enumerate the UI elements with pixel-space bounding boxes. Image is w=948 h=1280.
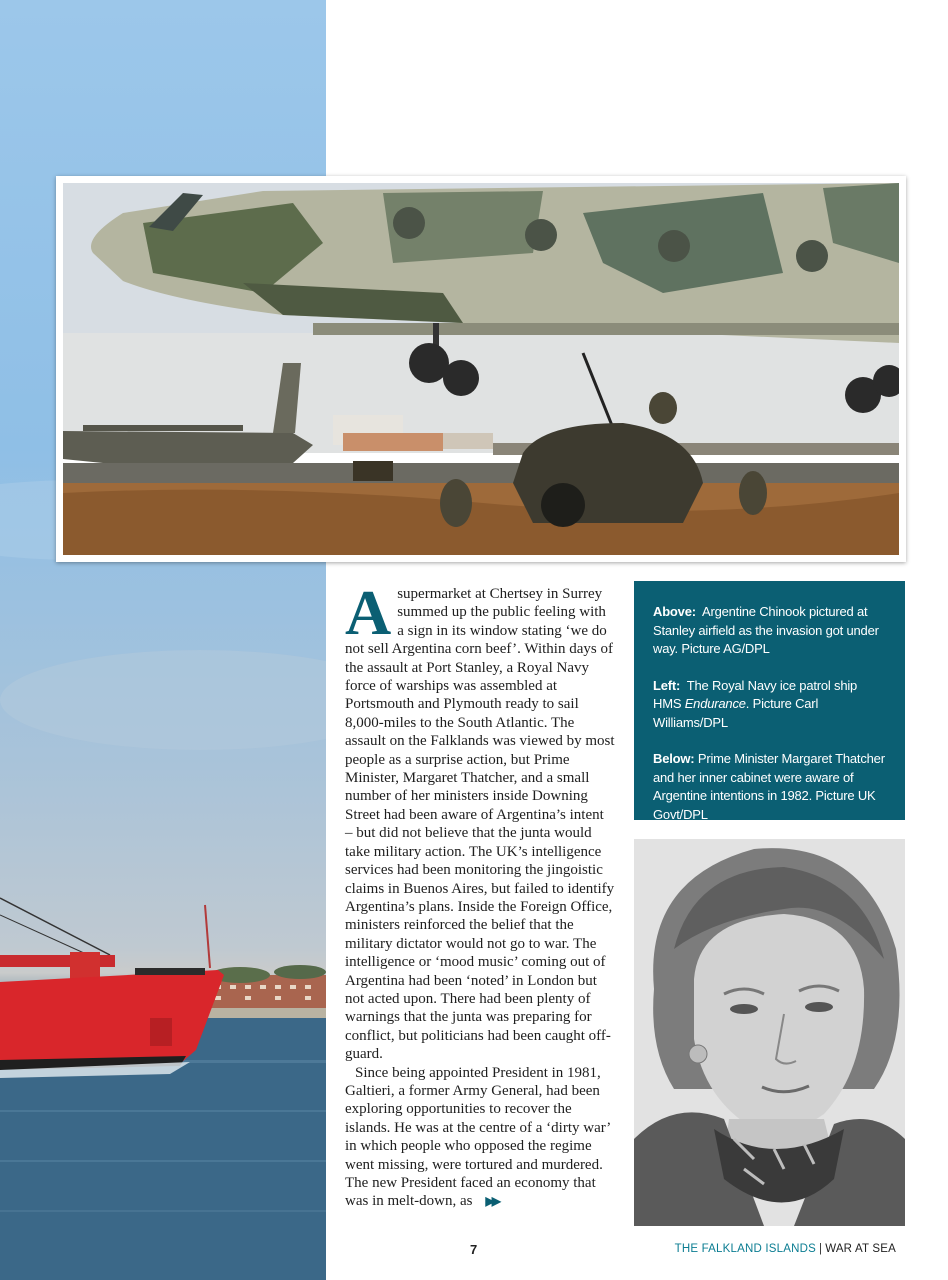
portrait-photo (634, 839, 905, 1226)
helicopter-photo (63, 183, 899, 555)
top-photo-frame (56, 176, 906, 562)
running-footer (675, 1243, 896, 1255)
drop-cap: A (345, 577, 392, 648)
caption-box (634, 581, 905, 820)
article-paragraph-1 (345, 577, 615, 1064)
caption-left-text-before: The Royal Navy ice patrol ship HMS (653, 677, 858, 711)
article-body (345, 577, 615, 1211)
caption-above (653, 603, 887, 659)
footer-magazine: WAR AT SEA (825, 1243, 896, 1255)
caption-left-italic: Endurance (684, 696, 746, 711)
page-number: 7 (470, 1242, 478, 1257)
caption-below-text: Prime Minister Margaret Thatcher and her inner cabinet were aware of Argentine intentions in 1982. Picture UK Govt/DPL (653, 751, 885, 822)
caption-below (653, 750, 887, 824)
continue-arrow-icon: ▶▶ (485, 1194, 498, 1209)
caption-above-label: Above: (653, 604, 696, 619)
footer-section: THE FALKLAND ISLANDS (674, 1243, 816, 1255)
article-paragraph-2 (345, 1064, 615, 1211)
article-paragraph-1-text: supermarket at Chertsey in Surrey summed up the public feeling with a sign in its window stating ‘we do not sell Argentina corn beef’. Within days of the assault at Port Stanley, a Royal Navy force of warships was assembled at Portsmouth and Plymouth ready to sail 8,000-miles to the South Atlantic. The assault on the Falklands was viewed by most people as a surprise action, but Prime Minister, Margaret Thatcher, and a small number of her ministers inside Downing Street had been aware of Argentina’s intent – but did not believe that the junta would take military action. The UK’s intelligence services had been monitoring the jingoistic claims in Buenos Aires, but failed to identify Argentina’s plans. Inside the Foreign Office, ministers reinforced the belief that the military dictator would not go to war. The intelligence or ‘mood music’ coming out of Argentina had been ‘noted’ in London but not acted upon. There had been plenty of warnings that the junta was preparing for conflict, but politicians had been caught off-guard. (345, 586, 615, 1063)
caption-above-text: Argentine Chinook pictured at Stanley airfield as the invasion got under way. Picture AG/DPL (653, 604, 879, 656)
caption-left-text-after: . Picture Carl Williams/DPL (653, 696, 819, 730)
footer-separator: | (819, 1243, 823, 1255)
caption-left (653, 677, 887, 733)
caption-below-label: Below: (653, 751, 695, 766)
caption-left-label: Left: (653, 677, 681, 693)
article-paragraph-2-text: Since being appointed President in 1981, Galtieri, a former Army General, had been exploring opportunities to recover the islands. He was at the centre of a ‘dirty war’ in which people who opposed the regime went missing, were tortured and murdered. The new President faced an economy that was in melt-down, as (345, 1064, 611, 1210)
